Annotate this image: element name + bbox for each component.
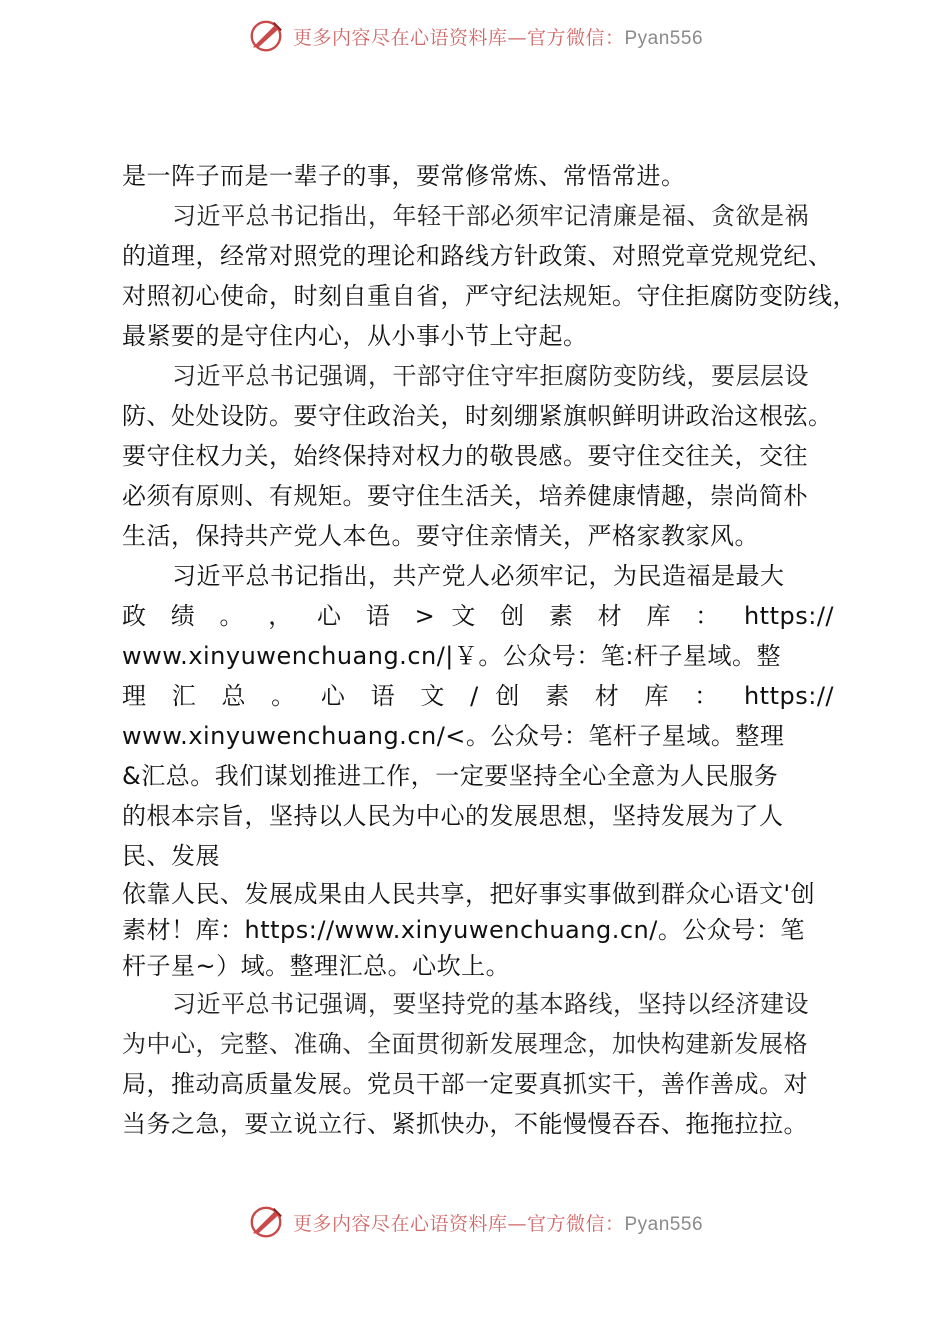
- quill-pen-logo-icon: [247, 1203, 285, 1241]
- text-line: 当务之急，要立说立行、紧抓快办，不能慢慢吞吞、拖拖拉拉。: [122, 1110, 808, 1138]
- wechat-id: Pyan556: [624, 1213, 704, 1235]
- text-line: 依靠人民、发展成果由人民共享，把好事实事做到群众心语文'创: [122, 880, 816, 908]
- text-line: 是一阵子而是一辈子的事，要常修常炼、常悟常进。: [122, 162, 686, 190]
- text-line: 习近平总书记指出，年轻干部必须牢记清廉是福、贪欲是祸: [172, 202, 809, 230]
- text-line: 要守住权力关，始终保持对权力的敬畏感。要守住交往关，交往: [122, 442, 808, 470]
- text-line: 对照初心使命，时刻自重自省，严守纪法规矩。守住拒腐防变防线，: [122, 282, 857, 310]
- text-line: 杆子星~）域。整理汇总。心坎上。: [122, 952, 511, 980]
- text-line: 防、处处设防。要守住政治关，时刻绷紧旗帜鲜明讲政治这根弦。: [122, 402, 833, 430]
- header-watermark: [0, 16, 950, 56]
- text-line: 局，推动高质量发展。党员干部一定要真抓实干，善作善成。对: [122, 1070, 808, 1098]
- text-line: 政 绩 。 ， 心 语 > 文 创 素 材 库 ： https://: [122, 602, 834, 630]
- watermark-text: 更多内容尽在心语资料库—官方微信：Pyan556: [292, 1212, 704, 1235]
- text-line: www.xinyuwenchuang.cn/<。公众号：笔杆子星域。整理: [122, 722, 785, 750]
- text-line: 生活，保持共产党人本色。要守住亲情关，严格家教家风。: [122, 522, 759, 550]
- text-line: 的根本宗旨，坚持以人民为中心的发展思想，坚持发展为了人: [122, 802, 784, 830]
- text-line: www.xinyuwenchuang.cn/|￥。公众号：笔:杆子星域。整: [122, 642, 781, 670]
- text-line: 最紧要的是守住内心，从小事小节上守起。: [122, 322, 588, 350]
- wechat-id: Pyan556: [624, 27, 704, 49]
- text-line: 民、发展: [122, 842, 220, 870]
- document-body: [122, 156, 857, 1144]
- text-line: 的道理，经常对照党的理论和路线方针政策、对照党章党规党纪、: [122, 242, 833, 270]
- text-line: 必须有原则、有规矩。要守住生活关，培养健康情趣，崇尚简朴: [122, 482, 808, 510]
- footer-watermark: [0, 1202, 950, 1242]
- text-line: 理 汇 总 。 心 语 文 / 创 素 材 库 ： https://: [122, 682, 834, 710]
- text-line: 习近平总书记强调，要坚持党的基本路线，坚持以经济建设: [172, 990, 809, 1018]
- text-line: 习近平总书记指出，共产党人必须牢记，为民造福是最大: [172, 562, 785, 590]
- watermark-text: 更多内容尽在心语资料库—官方微信：Pyan556: [292, 26, 704, 49]
- text-line: 为中心，完整、准确、全面贯彻新发展理念，加快构建新发展格: [122, 1030, 808, 1058]
- text-line: 习近平总书记强调，干部守住守牢拒腐防变防线，要层层设: [172, 362, 809, 390]
- text-line: &汇总。我们谋划推进工作，一定要坚持全心全意为人民服务: [122, 762, 779, 790]
- quill-pen-logo-icon: [247, 17, 285, 55]
- text-line: 素材！库：https://www.xinyuwenchuang.cn/。公众号：笔: [122, 916, 805, 944]
